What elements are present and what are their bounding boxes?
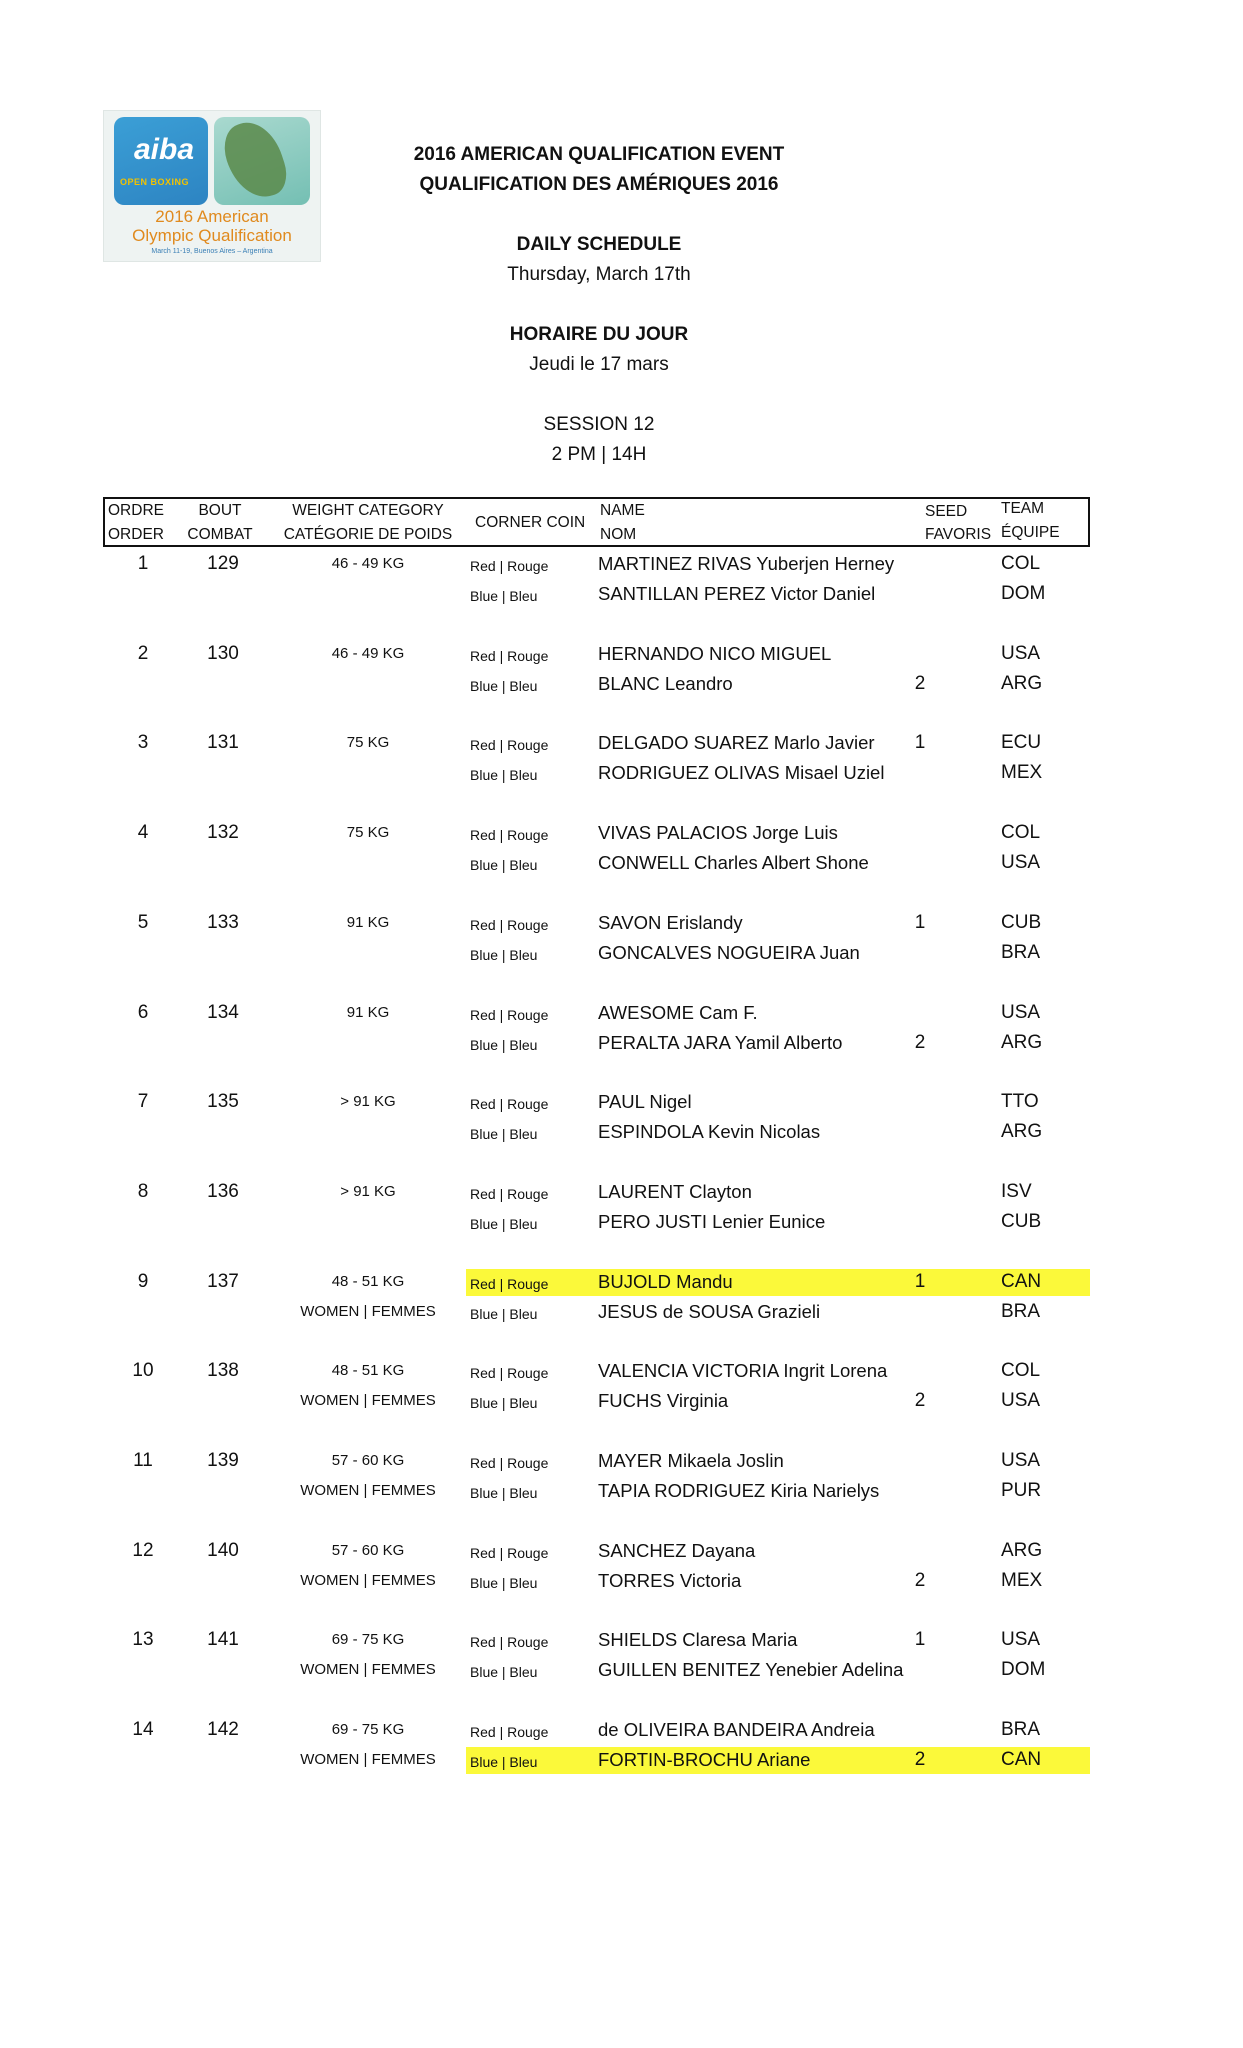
blue-corner-label: Blue | Bleu <box>470 1216 538 1232</box>
bout-number: 141 <box>207 1629 239 1650</box>
red-corner-label: Red | Rouge <box>470 917 549 933</box>
blue-boxer-name: GUILLEN BENITEZ Yenebier Adelina <box>598 1659 904 1680</box>
red-boxer-name: LAURENT Clayton <box>598 1181 752 1202</box>
bout-order: 7 <box>137 1091 149 1112</box>
bout-order: 14 <box>132 1719 154 1740</box>
red-boxer-name: AWESOME Cam F. <box>598 1002 758 1023</box>
weight-category: 75 KG <box>346 734 390 751</box>
red-boxer-name: SAVON Erislandy <box>598 912 743 933</box>
blue-team-code: BRA <box>1001 1301 1041 1322</box>
bout-order: 2 <box>137 643 149 664</box>
blue-team-code: MEX <box>1001 762 1043 783</box>
red-team-code: COL <box>1001 1360 1041 1381</box>
division-label: WOMEN | FEMMES <box>300 1661 436 1678</box>
blue-corner-label: Blue | Bleu <box>470 588 538 604</box>
weight-category: 57 - 60 KG <box>331 1542 405 1559</box>
red-seed: 1 <box>914 1271 926 1292</box>
bout-order: 4 <box>137 822 149 843</box>
blue-team-code: CUB <box>1001 1211 1042 1232</box>
col-bout-fr: COMBAT <box>187 526 253 543</box>
red-corner-label: Red | Rouge <box>470 1276 549 1292</box>
schedule-heading-fr: HORAIRE DU JOUR <box>509 324 689 345</box>
red-seed: 1 <box>914 912 926 933</box>
col-seed-en: SEED <box>925 503 968 520</box>
red-team-code: ARG <box>1001 1540 1043 1561</box>
blue-seed: 2 <box>914 1570 926 1591</box>
bout-order: 9 <box>137 1271 149 1292</box>
weight-category: 46 - 49 KG <box>331 555 405 572</box>
red-corner-label: Red | Rouge <box>470 648 549 664</box>
bout-order: 6 <box>137 1002 149 1023</box>
blue-corner-label: Blue | Bleu <box>470 1306 538 1322</box>
schedule-date-fr: Jeudi le 17 mars <box>529 354 669 375</box>
col-corner: CORNER COIN <box>475 514 586 531</box>
logo-brand: aiba <box>134 133 195 166</box>
bout-number: 140 <box>207 1540 239 1561</box>
blue-team-code: DOM <box>1001 583 1046 604</box>
red-boxer-name: VIVAS PALACIOS Jorge Luis <box>598 822 838 843</box>
bout-order: 13 <box>132 1629 154 1650</box>
blue-boxer-name: FORTIN-BROCHU Ariane <box>598 1749 811 1770</box>
weight-category: 46 - 49 KG <box>331 645 405 662</box>
blue-boxer-name: BLANC Leandro <box>598 673 733 694</box>
blue-seed: 2 <box>914 1749 926 1770</box>
col-bout-en: BOUT <box>198 502 242 519</box>
weight-category: > 91 KG <box>340 1093 396 1110</box>
bout-order: 12 <box>132 1540 154 1561</box>
col-name-en: NAME <box>600 502 645 519</box>
schedule-heading-en: DAILY SCHEDULE <box>516 234 682 255</box>
division-label: WOMEN | FEMMES <box>300 1572 436 1589</box>
red-team-code: USA <box>1001 1629 1041 1650</box>
red-corner-label: Red | Rouge <box>470 1007 549 1023</box>
col-order-fr: ORDRE <box>108 502 164 519</box>
bout-order: 3 <box>137 732 149 753</box>
red-corner-label: Red | Rouge <box>470 1724 549 1740</box>
blue-corner-label: Blue | Bleu <box>470 1037 538 1053</box>
blue-corner-label: Blue | Bleu <box>470 1126 538 1142</box>
red-boxer-name: BUJOLD Mandu <box>598 1271 733 1292</box>
blue-corner-label: Blue | Bleu <box>470 1395 538 1411</box>
red-boxer-name: DELGADO SUAREZ Marlo Javier <box>598 732 875 753</box>
bout-number: 137 <box>207 1271 239 1292</box>
red-corner-label: Red | Rouge <box>470 1186 549 1202</box>
red-team-code: COL <box>1001 822 1041 843</box>
red-corner-label: Red | Rouge <box>470 1455 549 1471</box>
blue-boxer-name: FUCHS Virginia <box>598 1390 729 1411</box>
bout-order: 1 <box>137 553 149 574</box>
blue-boxer-name: RODRIGUEZ OLIVAS Misael Uziel <box>598 762 885 783</box>
weight-category: > 91 KG <box>340 1183 396 1200</box>
bout-number: 142 <box>207 1719 239 1740</box>
blue-boxer-name: GONCALVES NOGUEIRA Juan <box>598 942 860 963</box>
red-team-code: USA <box>1001 1002 1041 1023</box>
blue-team-code: BRA <box>1001 942 1041 963</box>
blue-corner-label: Blue | Bleu <box>470 857 538 873</box>
logo-line-2: Olympic Qualification <box>132 226 292 245</box>
blue-corner-label: Blue | Bleu <box>470 678 538 694</box>
red-corner-label: Red | Rouge <box>470 558 549 574</box>
division-label: WOMEN | FEMMES <box>300 1303 436 1320</box>
blue-corner-label: Blue | Bleu <box>470 947 538 963</box>
weight-category: 75 KG <box>346 824 390 841</box>
blue-boxer-name: TAPIA RODRIGUEZ Kiria Narielys <box>598 1480 880 1501</box>
red-seed: 1 <box>914 732 926 753</box>
red-boxer-name: MAYER Mikaela Joslin <box>598 1450 784 1471</box>
blue-boxer-name: CONWELL Charles Albert Shone <box>598 852 869 873</box>
blue-boxer-name: SANTILLAN PEREZ Victor Daniel <box>598 583 876 604</box>
col-weight-en: WEIGHT CATEGORY <box>292 502 444 519</box>
bout-number: 133 <box>207 912 239 933</box>
schedule-date-en: Thursday, March 17th <box>507 264 691 285</box>
red-team-code: ISV <box>1001 1181 1032 1202</box>
bout-number: 132 <box>207 822 239 843</box>
col-team-fr: ÉQUIPE <box>1001 524 1060 541</box>
red-team-code: CAN <box>1001 1271 1042 1292</box>
blue-corner-label: Blue | Bleu <box>470 767 538 783</box>
bout-order: 11 <box>133 1450 153 1471</box>
title-en: 2016 AMERICAN QUALIFICATION EVENT <box>413 144 785 165</box>
red-boxer-name: VALENCIA VICTORIA Ingrit Lorena <box>598 1360 888 1381</box>
blue-seed: 2 <box>914 673 926 694</box>
division-label: WOMEN | FEMMES <box>300 1751 436 1768</box>
blue-corner-label: Blue | Bleu <box>470 1664 538 1680</box>
logo-subtitle: OPEN BOXING <box>120 177 190 187</box>
blue-corner-label: Blue | Bleu <box>470 1754 538 1770</box>
red-boxer-name: SHIELDS Claresa Maria <box>598 1629 798 1650</box>
bout-number: 136 <box>207 1181 239 1202</box>
col-order-en: ORDER <box>108 526 164 543</box>
col-name-fr: NOM <box>600 526 637 543</box>
blue-seed: 2 <box>914 1032 926 1053</box>
blue-boxer-name: TORRES Victoria <box>598 1570 742 1591</box>
title-fr: QUALIFICATION DES AMÉRIQUES 2016 <box>419 174 779 195</box>
bout-order: 10 <box>132 1360 154 1381</box>
blue-team-code: ARG <box>1001 1121 1043 1142</box>
blue-seed: 2 <box>914 1390 926 1411</box>
weight-category: 91 KG <box>346 914 390 931</box>
blue-team-code: USA <box>1001 1390 1041 1411</box>
red-boxer-name: SANCHEZ Dayana <box>598 1540 756 1561</box>
red-seed: 1 <box>914 1629 926 1650</box>
red-corner-label: Red | Rouge <box>470 737 549 753</box>
weight-category: 91 KG <box>346 1004 390 1021</box>
red-boxer-name: MARTINEZ RIVAS Yuberjen Herney <box>598 553 895 574</box>
blue-corner-label: Blue | Bleu <box>470 1575 538 1591</box>
red-corner-label: Red | Rouge <box>470 1545 549 1561</box>
blue-boxer-name: ESPINDOLA Kevin Nicolas <box>598 1121 821 1142</box>
blue-team-code: ARG <box>1001 673 1043 694</box>
bout-number: 129 <box>207 553 239 574</box>
bout-number: 131 <box>207 732 239 753</box>
blue-team-code: ARG <box>1001 1032 1043 1053</box>
bout-number: 134 <box>207 1002 239 1023</box>
red-boxer-name: de OLIVEIRA BANDEIRA Andreia <box>598 1719 875 1740</box>
row-highlight <box>466 1269 1090 1296</box>
session-time: 2 PM | 14H <box>551 444 647 465</box>
red-corner-label: Red | Rouge <box>470 827 549 843</box>
table-header <box>103 497 1090 547</box>
red-team-code: BRA <box>1001 1719 1041 1740</box>
division-label: WOMEN | FEMMES <box>300 1392 436 1409</box>
weight-category: 48 - 51 KG <box>331 1273 405 1290</box>
blue-team-code: DOM <box>1001 1659 1046 1680</box>
bout-number: 138 <box>207 1360 239 1381</box>
blue-team-code: CAN <box>1001 1749 1042 1770</box>
bout-number: 139 <box>207 1450 239 1471</box>
blue-boxer-name: PERALTA JARA Yamil Alberto <box>598 1032 843 1053</box>
red-team-code: CUB <box>1001 912 1042 933</box>
red-team-code: USA <box>1001 1450 1041 1471</box>
col-weight-fr: CATÉGORIE DE POIDS <box>283 526 453 543</box>
logo-line-1: 2016 American <box>155 207 269 226</box>
weight-category: 69 - 75 KG <box>331 1721 405 1738</box>
bout-order: 8 <box>137 1181 149 1202</box>
event-logo <box>103 110 321 262</box>
session-label: SESSION 12 <box>543 414 655 435</box>
col-team-en: TEAM <box>1001 500 1045 517</box>
blue-corner-label: Blue | Bleu <box>470 1485 538 1501</box>
blue-boxer-name: JESUS de SOUSA Grazieli <box>598 1301 821 1322</box>
red-team-code: TTO <box>1001 1091 1039 1112</box>
red-boxer-name: PAUL Nigel <box>598 1091 692 1112</box>
blue-boxer-name: PERO JUSTI Lenier Eunice <box>598 1211 826 1232</box>
weight-category: 57 - 60 KG <box>331 1452 405 1469</box>
red-team-code: ECU <box>1001 732 1042 753</box>
weight-category: 69 - 75 KG <box>331 1631 405 1648</box>
bout-number: 135 <box>207 1091 239 1112</box>
bout-number: 130 <box>207 643 239 664</box>
red-team-code: USA <box>1001 643 1041 664</box>
blue-team-code: MEX <box>1001 1570 1043 1591</box>
red-corner-label: Red | Rouge <box>470 1634 549 1650</box>
red-boxer-name: HERNANDO NICO MIGUEL <box>598 643 832 664</box>
red-corner-label: Red | Rouge <box>470 1365 549 1381</box>
blue-team-code: USA <box>1001 852 1041 873</box>
red-team-code: COL <box>1001 553 1041 574</box>
bout-order: 5 <box>137 912 149 933</box>
division-label: WOMEN | FEMMES <box>300 1482 436 1499</box>
col-seed-fr: FAVORIS <box>925 526 992 543</box>
red-corner-label: Red | Rouge <box>470 1096 549 1112</box>
blue-team-code: PUR <box>1001 1480 1042 1501</box>
weight-category: 48 - 51 KG <box>331 1362 405 1379</box>
logo-line-3: March 11-19, Buenos Aires – Argentina <box>151 248 273 255</box>
